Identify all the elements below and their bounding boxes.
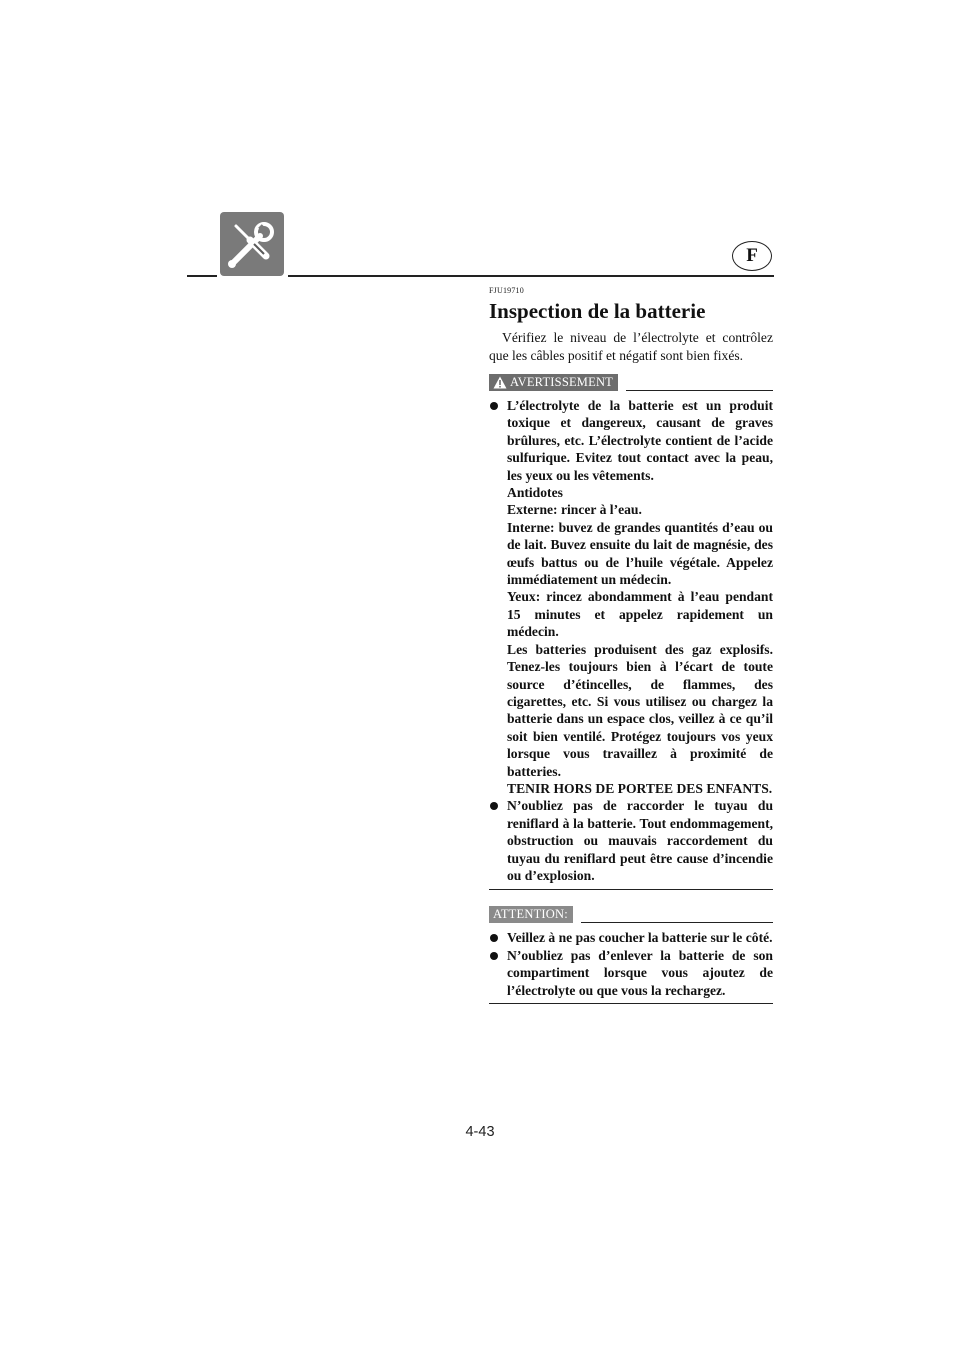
warning-header <box>489 374 773 391</box>
warning-list <box>489 397 773 884</box>
caution-item: N’oubliez pas d’enlever la batterie de son compartiment lorsque vous ajoutez de l’électrolyte ou que vous la rechargez. <box>489 947 773 999</box>
caution-header-rule <box>581 922 773 923</box>
warning-paragraph: Les batteries produisent des gaz explosifs. Tenez-les toujours bien à l’écart de toute source d’étincelles, de flammes, des cigarettes, etc. Si vous utilisez ou chargez la batterie dans un espace clos, veillez à ce qu’il soit bien ventilé. Protégez toujours vos yeux lorsque vous travaillez à proximité de batteries. <box>507 641 773 779</box>
caution-label: ATTENTION: <box>489 906 573 923</box>
page-number: 4-43 <box>465 1124 495 1140</box>
bullet-icon <box>490 802 498 810</box>
bullet-icon <box>490 934 498 942</box>
header-rule-right <box>288 275 774 277</box>
section-code: FJU19710 <box>489 286 524 295</box>
caution-list <box>489 929 773 999</box>
language-badge: F <box>732 241 772 271</box>
caution-item: Veillez à ne pas coucher la batterie sur le côté. <box>489 929 773 946</box>
warning-paragraph: N’oubliez pas de raccorder le tuyau du reniflard à la batterie. Tout endommagement, obstruction ou mauvais raccordement du tuyau du reniflard peut être cause d’incendie ou d’explosion. <box>507 798 773 883</box>
bullet-icon <box>490 952 498 960</box>
warning-paragraph: Antidotes <box>507 485 563 501</box>
warning-end-rule <box>489 889 773 890</box>
warning-paragraph: Yeux: rincez abondamment à l’eau pendant 15 minutes et appelez rapidement un médecin. <box>507 589 773 640</box>
caution-end-rule <box>489 1003 773 1004</box>
warning-triangle-icon <box>493 376 507 389</box>
warning-paragraph: TENIR HORS DE PORTEE DES ENFANTS. <box>507 780 773 796</box>
section-intro: Vérifiez le niveau de l’électrolyte et contrôlez que les câbles positif et négatif sont bien fixés. <box>489 330 773 363</box>
section-title: Inspection de la batterie <box>489 299 706 323</box>
tools-icon <box>220 212 284 276</box>
header-rule-left <box>187 275 217 277</box>
warning-item <box>489 797 773 884</box>
warning-item <box>489 397 773 797</box>
warning-label: AVERTISSEMENT <box>489 374 618 391</box>
caution-header <box>489 906 773 923</box>
warning-paragraph: Interne: buvez de grandes quantités d’eau ou de lait. Buvez ensuite du lait de magnésie, des œufs battus ou de l’huile végétale. Appelez immédiatement un médecin. <box>507 519 773 588</box>
warning-header-rule <box>626 390 773 391</box>
content-column <box>489 286 773 1004</box>
warning-paragraph: L’électrolyte de la batterie est un produit toxique et dangereux, causant de graves brûlures, etc. L’électrolyte contient de l’acide sulfurique. Evitez tout contact avec la peau, les yeux ou les vêtements. <box>507 398 773 483</box>
bullet-icon <box>490 402 498 410</box>
warning-paragraph: Externe: rincer à l’eau. <box>507 502 642 518</box>
